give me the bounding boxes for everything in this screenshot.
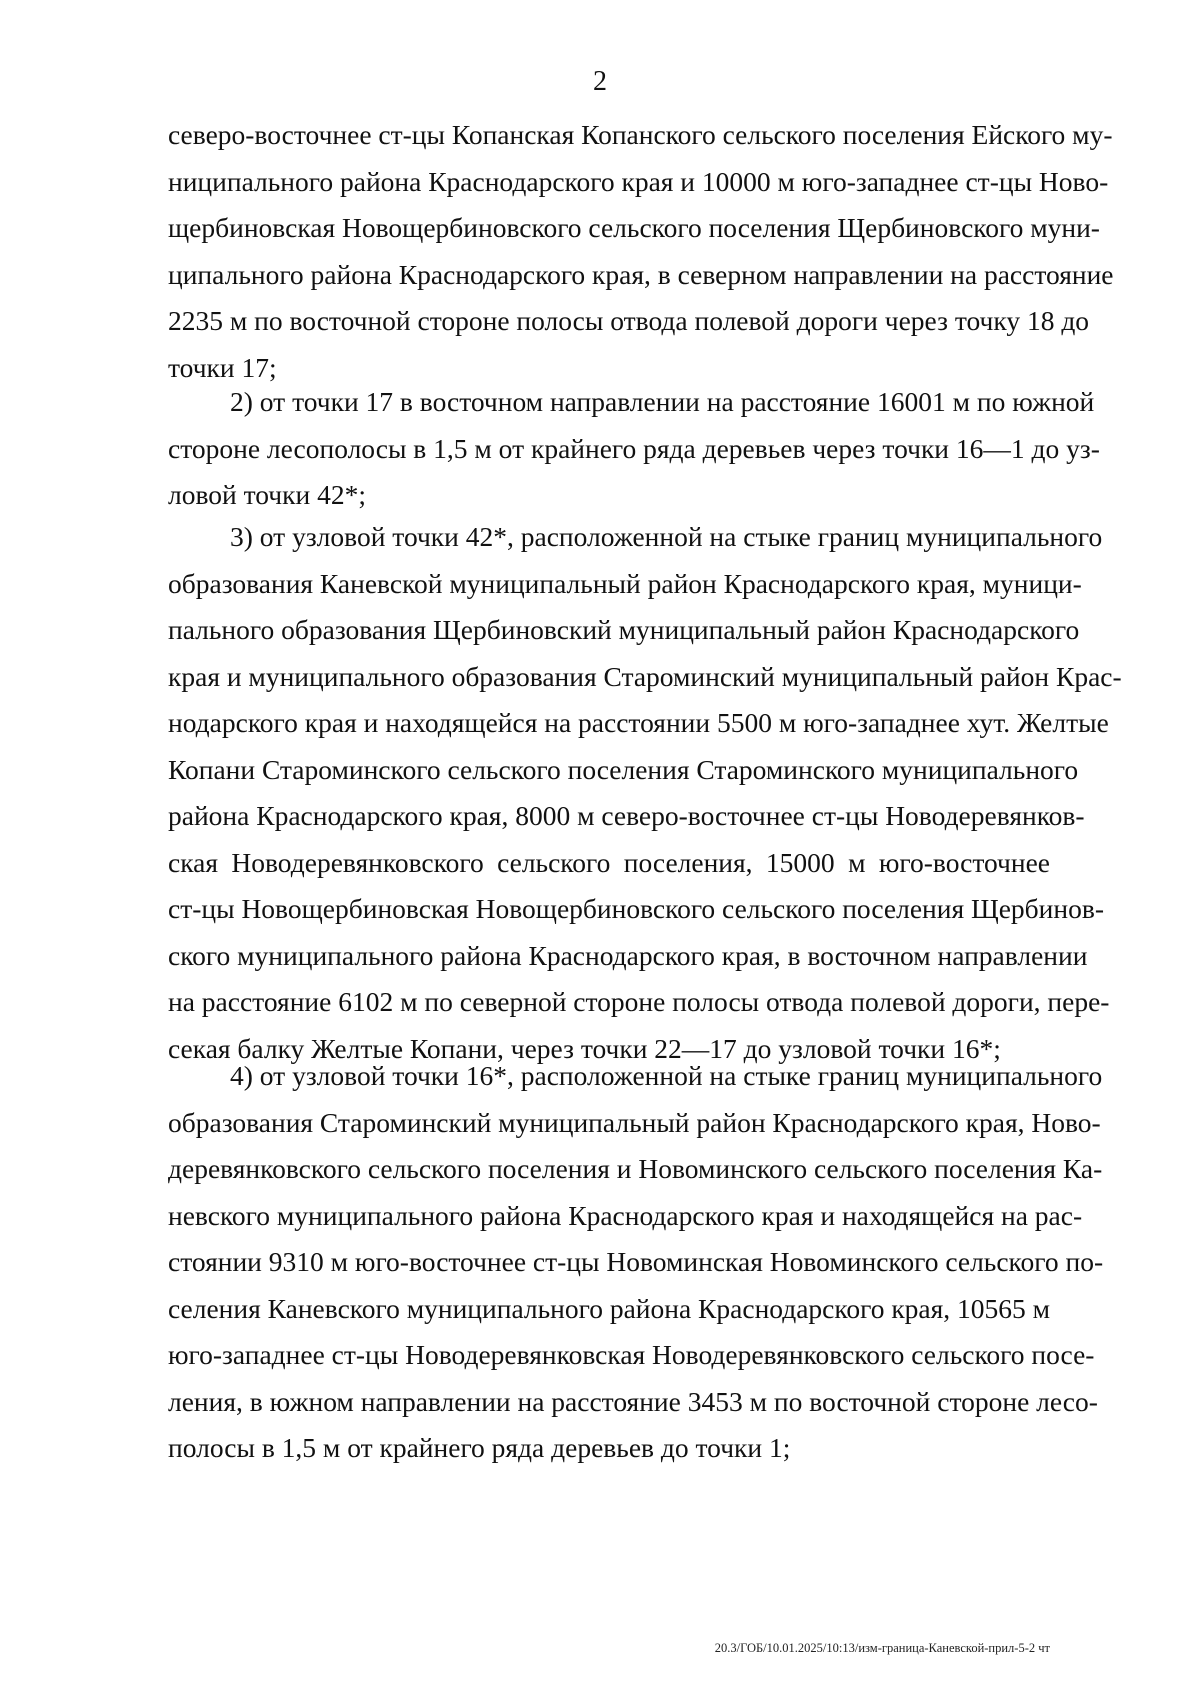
text-line: ловой точки 42*;: [168, 479, 366, 510]
text-line: селения Каневского муниципального района Краснодарского края, 10565 м: [168, 1292, 1051, 1324]
text-line: стоянии 9310 м юго-восточнее ст-цы Новоминская Новоминского сельского по-: [168, 1246, 1104, 1277]
text-line: точки 17;: [168, 351, 277, 383]
page-number: 2: [593, 66, 607, 97]
text-line: юго-западнее ст-цы Новодеревянковская Новодеревянковского сельского посе-: [168, 1339, 1095, 1370]
text-line: ниципального района Краснодарского края и 10000 м юго-западнее ст-цы Ново-: [168, 165, 1109, 197]
text-line: Копани Староминского сельского поселения Староминского муниципального: [168, 753, 1079, 785]
text-line: невского муниципального района Краснодарского края и находящейся на рас-: [168, 1199, 1083, 1231]
text-line: образования Староминский муниципальный район Краснодарского края, Ново-: [168, 1106, 1101, 1138]
paragraph-3: [168, 514, 1122, 1072]
footer-document-code: 20.3/ГОБ/10.01.2025/10:13/изм-граница-Каневской-прил-5-2 чт: [714, 1641, 1050, 1655]
paragraph-intro: [168, 112, 1114, 391]
text-line: стороне лесополосы в 1,5 м от крайнего ряда деревьев через точки 16—1 до уз-: [168, 432, 1100, 464]
text-line: ская Новодеревянковского сельского поселения, 15000 м юго-восточнее: [168, 846, 1050, 878]
text-line: образования Каневской муниципальный район Краснодарского края, муници-: [168, 567, 1082, 599]
text-line: ского муниципального района Краснодарского края, в восточном направлении: [168, 939, 1088, 971]
text-line: 2235 м по восточной стороне полосы отвода полевой дороги через точку 18 до: [168, 305, 1090, 336]
paragraph-4: [168, 1053, 1104, 1472]
text-line: 2) от точки 17 в восточном направлении на расстояние 16001 м по южной: [230, 386, 1095, 417]
text-line: щербиновская Новощербиновского сельского поселения Щербиновского муни-: [168, 212, 1100, 243]
text-line: нодарского края и находящейся на расстоянии 5500 м юго-западнее хут. Желтые: [168, 707, 1109, 738]
paragraph-2: [168, 379, 1100, 519]
text-line: ления, в южном направлении на расстояние 3453 м по восточной стороне лесо-: [168, 1385, 1098, 1417]
text-line: секая балку Желтые Копани, через точки 22—17 до узловой точки 16*;: [168, 1032, 1001, 1064]
text-line: деревянковского сельского поселения и Новоминского сельского поселения Ка-: [168, 1153, 1103, 1184]
text-line: 3) от узловой точки 42*, расположенной на стыке границ муниципального: [230, 521, 1103, 552]
text-line: ципального района Краснодарского края, в северном направлении на расстояние: [168, 258, 1114, 290]
text-line: пального образования Щербиновский муниципальный район Краснодарского: [168, 614, 1080, 645]
text-line: края и муниципального образования Староминский муниципальный район Крас-: [168, 660, 1122, 692]
text-line: полосы в 1,5 м от крайнего ряда деревьев до точки 1;: [168, 1432, 791, 1463]
text-line: ст-цы Новощербиновская Новощербиновского сельского поселения Щербинов-: [168, 893, 1104, 924]
text-line: на расстояние 6102 м по северной стороне полосы отвода полевой дороги, пере-: [168, 986, 1110, 1017]
text-line: 4) от узловой точки 16*, расположенной на стыке границ муниципального: [230, 1060, 1103, 1091]
text-line: северо-восточнее ст-цы Копанская Копанского сельского поселения Ейского му-: [168, 119, 1113, 150]
text-line: района Краснодарского края, 8000 м северо-восточнее ст-цы Новодеревянков-: [168, 800, 1085, 831]
